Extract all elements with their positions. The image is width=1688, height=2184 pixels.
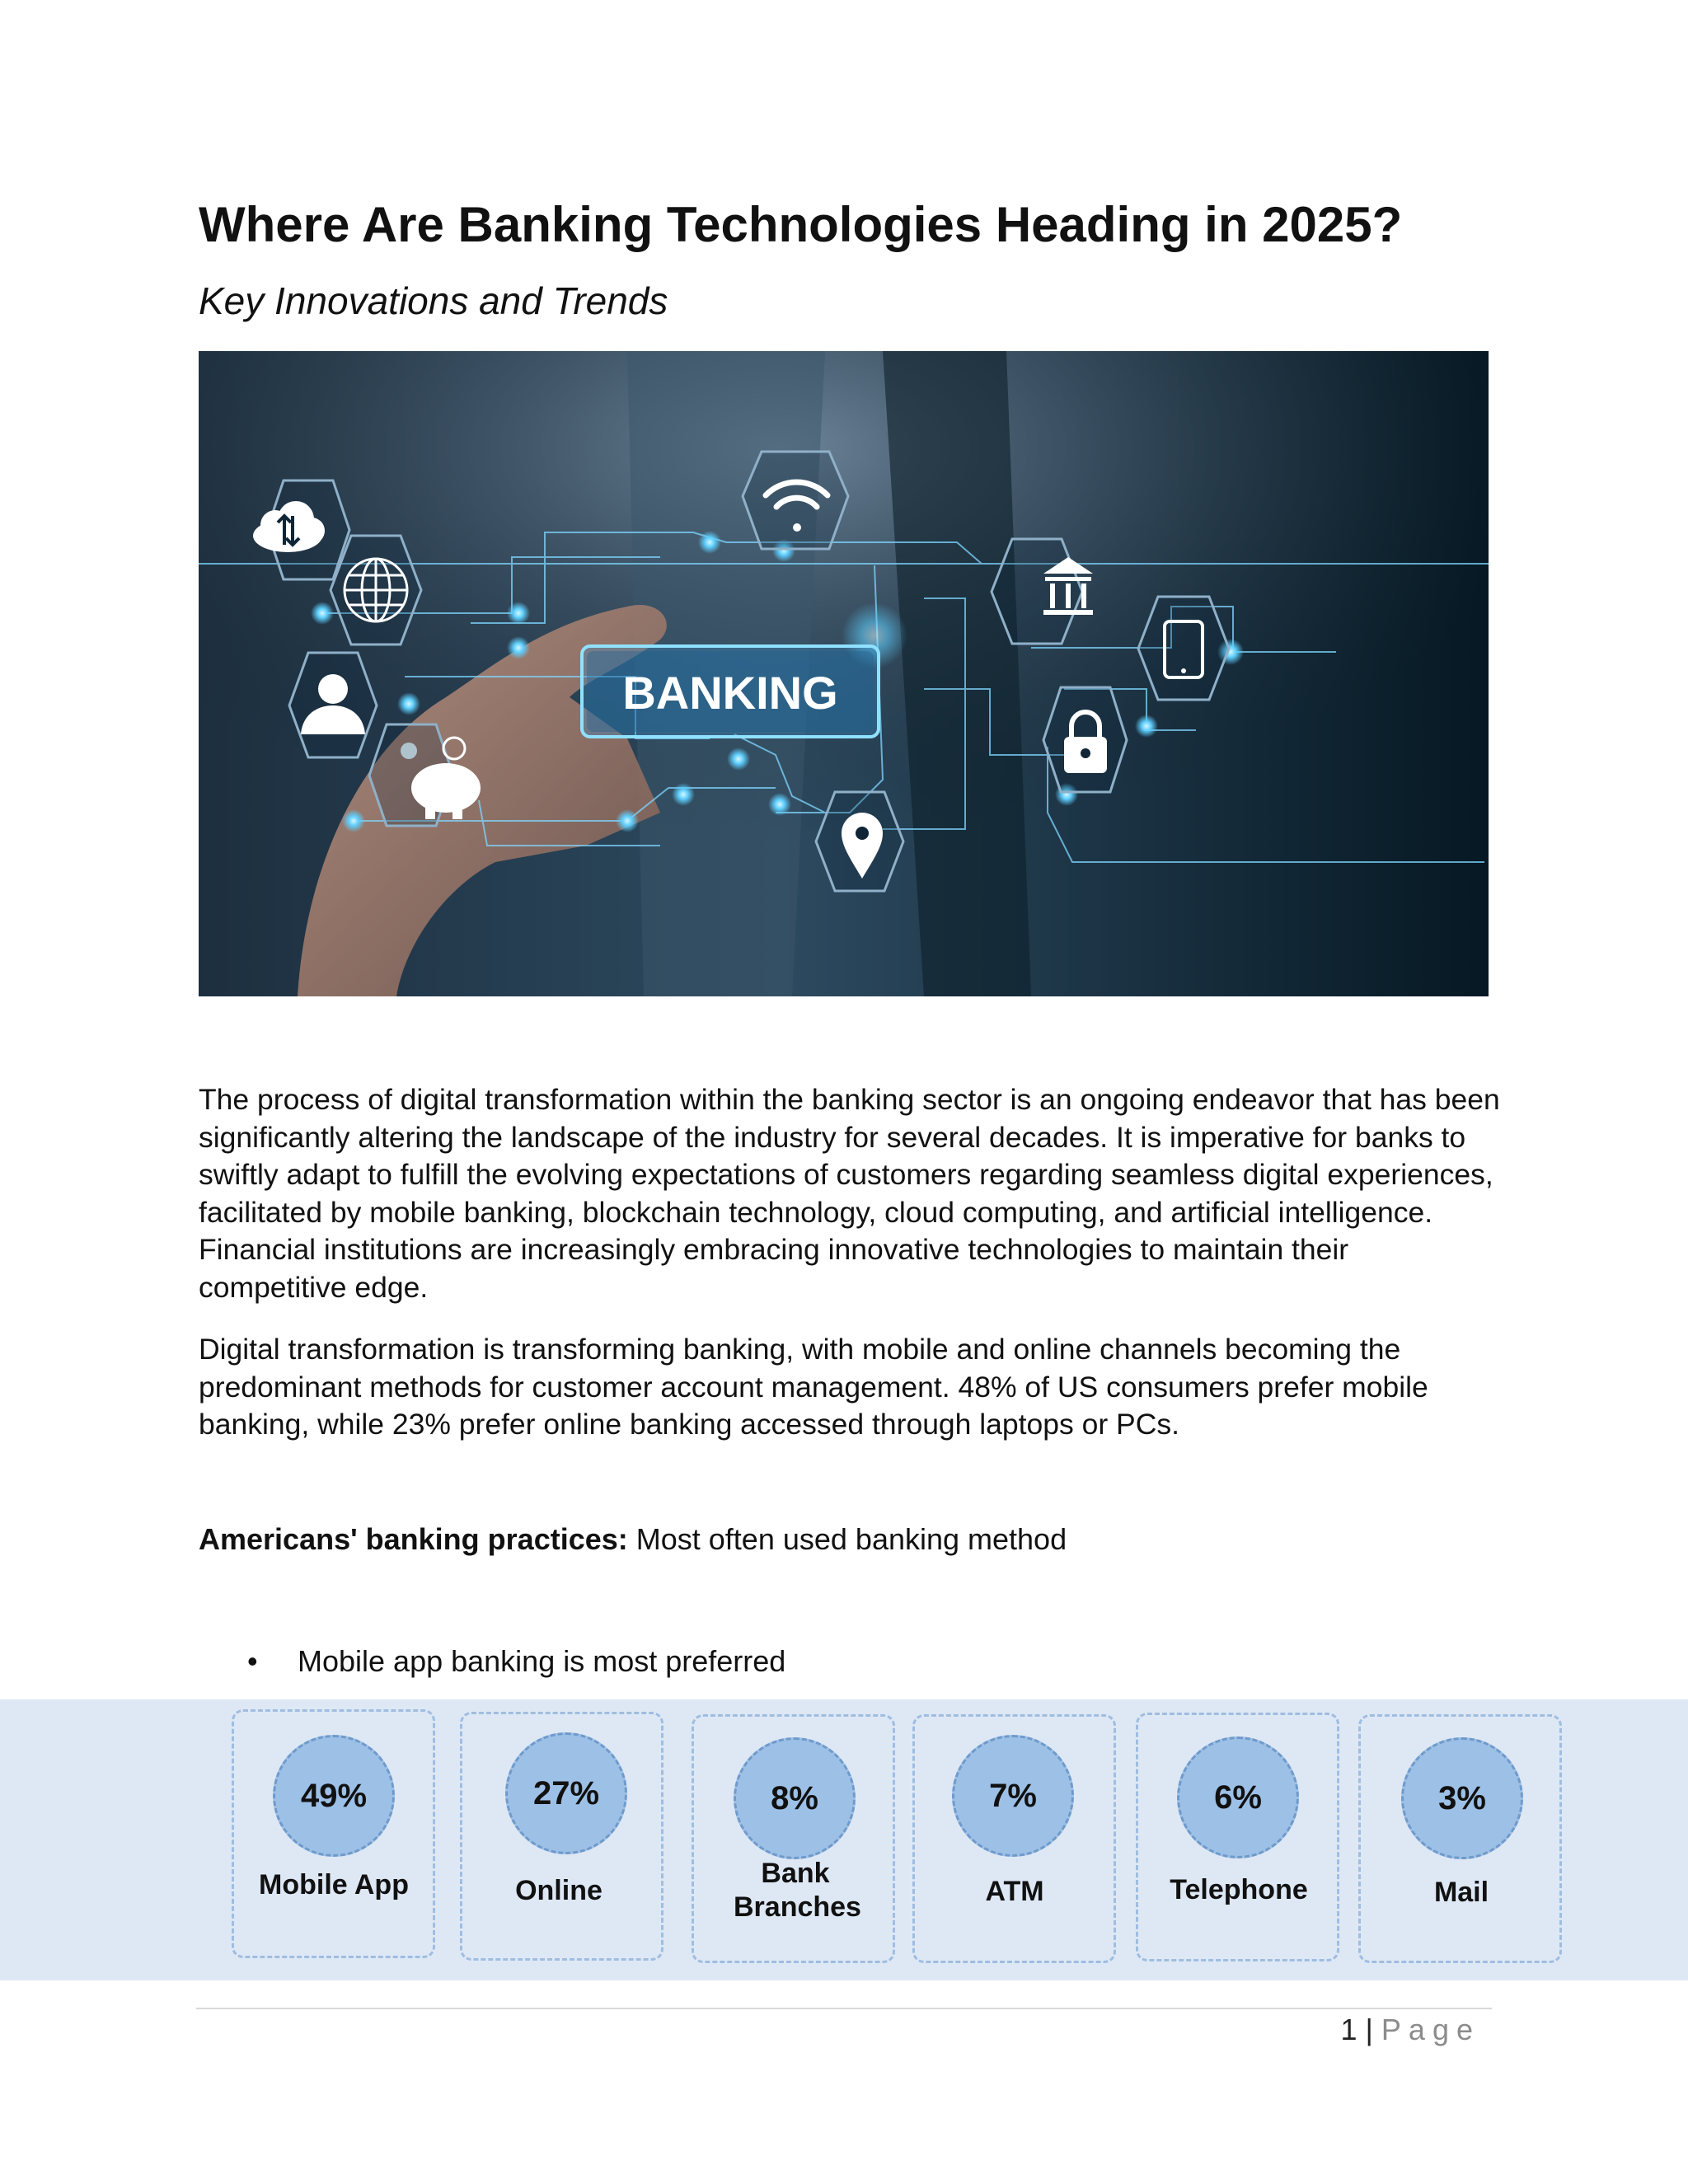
stats-paragraph: Digital transformation is transforming banking, with mobile and online channels becoming the predominant methods for customer account management. 48% of US consumers prefer mobile banking, while 23% prefer online banking accessed through laptops or PCs.: [199, 1333, 1428, 1441]
stat-value: 6%: [1177, 1736, 1299, 1858]
stat-card-bank-branches: [692, 1714, 895, 1963]
page-title: Where Are Banking Technologies Heading in 2025?: [199, 197, 1403, 252]
section-heading: [199, 1522, 1067, 1557]
section-heading-label: Americans' banking practices:: [199, 1522, 628, 1556]
stat-card-atm: [912, 1714, 1116, 1963]
page-number-separator: |: [1365, 2013, 1373, 2046]
stat-value: 7%: [952, 1735, 1074, 1857]
stat-label: Mobile App: [259, 1869, 409, 1900]
banner-text: BANKING: [622, 667, 838, 719]
stat-value: 49%: [273, 1735, 395, 1857]
banking-hero-image: [199, 351, 1489, 996]
intro-paragraph: The process of digital transformation within the banking sector is an ongoing endeavor that has been significantly altering the landscape of the industry for several decades. It is imperative for banks to swiftly adapt to fulfill the evolving expectations of customers regarding seamless digital experiences, facilitated by mobile banking, blockchain technology, cloud computing, and artificial intelligence. Financial institutions are increasingly embracing innovative technologies to maintain their competitive edge.: [199, 1083, 1500, 1304]
stat-card-mail: [1358, 1714, 1562, 1963]
stat-value: 27%: [505, 1732, 627, 1854]
page-number: [1341, 2013, 1481, 2047]
bullet-marker: •: [247, 1644, 258, 1678]
stat-label: Mail: [1433, 1877, 1489, 1908]
page-number-value: 1: [1340, 2013, 1357, 2046]
stat-card-telephone: [1136, 1713, 1339, 1961]
stat-value: 3%: [1401, 1737, 1523, 1859]
stat-label: Online: [515, 1875, 603, 1906]
page-word: Page: [1381, 2013, 1480, 2046]
stats-band: [0, 1699, 1688, 1980]
stat-value: 8%: [734, 1737, 856, 1859]
footer-divider: [196, 2008, 1492, 2009]
page-subtitle: Key Innovations and Trends: [199, 279, 668, 322]
section-heading-text: Most often used banking method: [627, 1522, 1067, 1556]
globe-icon: [345, 559, 407, 621]
bullet-text: Mobile app banking is most preferred: [298, 1644, 786, 1678]
stat-card-mobile-app: [232, 1709, 435, 1958]
stat-label: Bank Branches: [734, 1858, 861, 1923]
stat-card-online: [460, 1712, 663, 1961]
stat-label: ATM: [985, 1876, 1044, 1907]
stat-label: Telephone: [1170, 1874, 1308, 1905]
